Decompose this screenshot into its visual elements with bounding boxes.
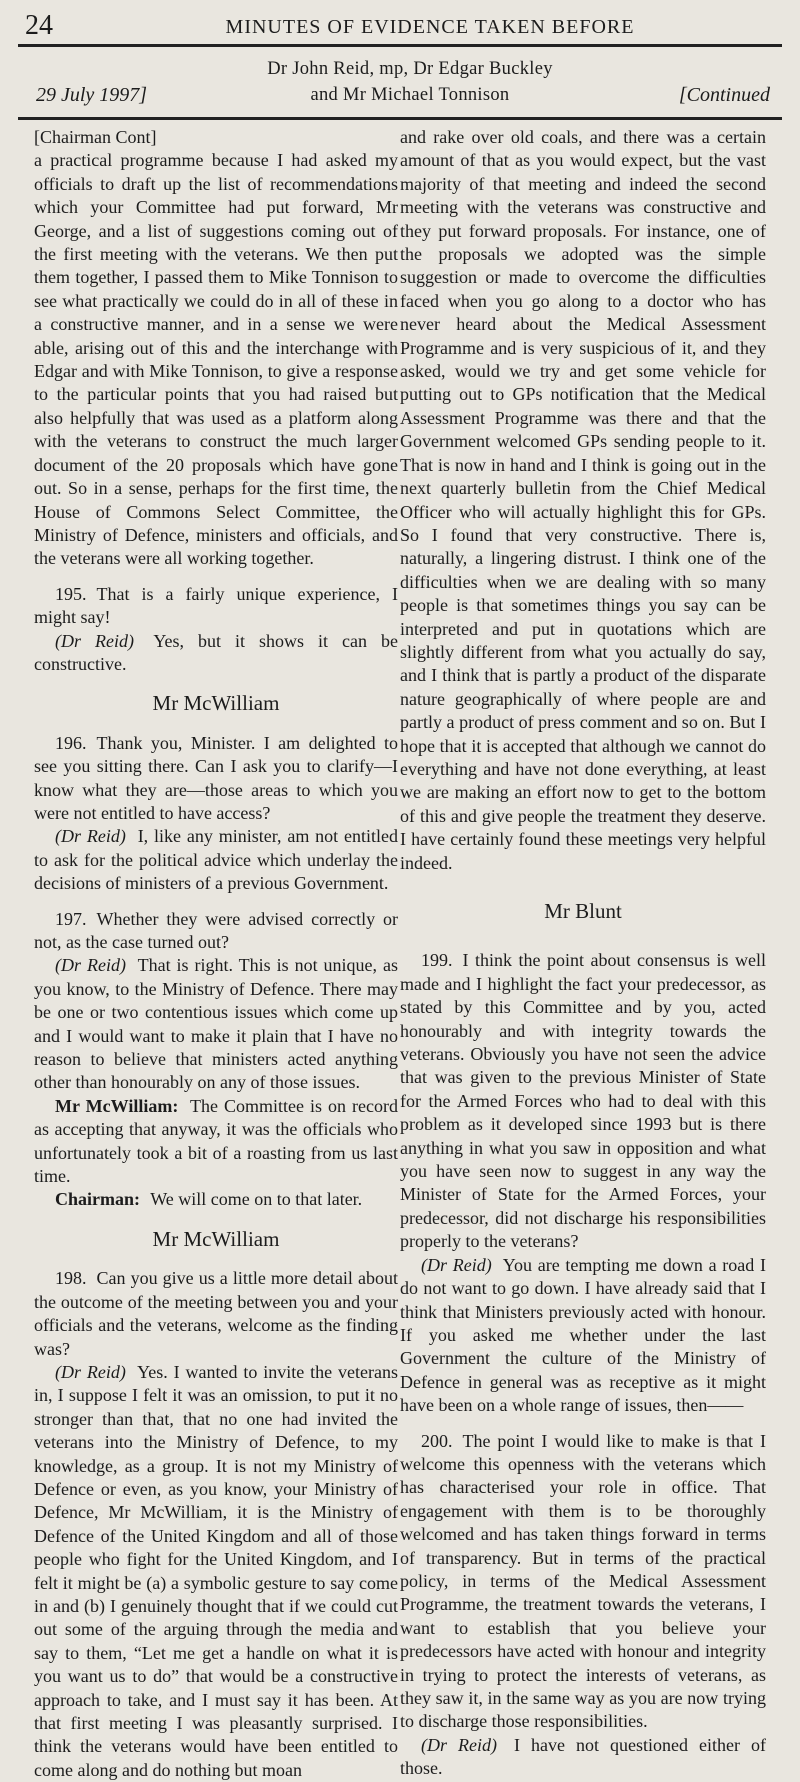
speaker-heading: Mr Blunt — [544, 899, 622, 923]
question-number: 198. — [55, 1268, 87, 1289]
question-199: 199. I think the point about consensus is well made and I highlight the fact your predecessor, as stated by this Committee and by you, acted honourably and with integrity towards the veterans. Obviously you have not seen the advice that was given to the previous Minister of State for the Armed Forces who had to deal with this problem as it developed since 1993 but is there anything in what you saw in opposition and what you have seen now to suggest in any way the Minister of State for the Armed Forces, your predecessor, did not discharge his responsibilities properly to the veterans? — [400, 950, 766, 1252]
speaker: (Dr Reid) — [55, 630, 134, 651]
speaker: Chairman: — [55, 1189, 140, 1210]
question-number: 197. — [55, 908, 87, 929]
question-195: 195. That is a fairly unique experience, I might say! — [34, 583, 398, 628]
remark-chairman: Chairman: We will come on to that later. — [55, 1189, 363, 1210]
continued-marker: [Continued — [678, 84, 770, 106]
speaker: Mr McWilliam: — [55, 1095, 179, 1116]
speaker: (Dr Reid) — [55, 1361, 126, 1382]
answer-198: (Dr Reid) Yes. I wanted to invite the veterans in, I suppose I felt it was an omission, to put it no stronger than that, that no one had invited the veterans into the Ministry of Defence, to my knowledge, as a group. It is not my Ministry of Defence or even, as you know, your Ministry of Defence, Mr McWilliam, it is the Ministry of Defence of the United Kingdom and all of those people who fight for the United Kingdom, and I felt it might be (a) a symbolic gesture to say come in and (b) I genuinely thought that if we could cut out some of the arguing through the media and say to them, “Let me get a handle on what it is you want us to do” that would be a constructive approach to take, and I must say it has been. At that first meeting I was pleasantly surprised. I think the veterans would have been entitled to come along and do nothing but moan — [34, 1361, 398, 1780]
answer-200: (Dr Reid) I have not questioned either of those. — [400, 1734, 766, 1779]
header-rule — [18, 44, 782, 47]
header-rule-lower — [18, 117, 782, 120]
question-number: 199. — [421, 950, 453, 971]
speaker-heading: Mr McWilliam — [152, 691, 280, 716]
witnesses-line-1: Dr John Reid, mp, Dr Edgar Buckley — [267, 59, 553, 79]
answer-197: (Dr Reid) That is right. This is not unique, as you know, to the Ministry of Defence. There may be one or two contentious issues which come up and I would want to make it plain that I have no reason to believe that ministers acted anything other than honourably on any of those issues. — [34, 955, 398, 1093]
session-date: 29 July 1997] — [36, 84, 148, 106]
answer-199: (Dr Reid) You are tempting me down a road I do not want to go down. I have already said that I think that Ministers previously acted with honour. If you asked me whether under the last Government the culture of the Ministry of Defence in general was as receptive as it might have been on a whole range of issues, then—— — [400, 1254, 766, 1416]
answer-195: (Dr Reid) Yes, but it shows it can be constructive. — [34, 630, 398, 674]
paragraph: a practical programme because I had asked my officials to draft up the list of recommendations which your Committee had put forward, Mr George, and a list of suggestions coming out of the first meeting with the veterans. We then put them together, I passed them to Mike Tonnison to see what practically we could do in all of these in a constructive manner, and in a sense we were able, arising out of this and the interchange with Edgar and with Mike Tonnison, to give a response to the particular points that you had raised but also helpfully that was used as a platform along with the veterans to construct the much larger document of the 20 proposals which have gone out. So in a sense, perhaps for the first time, the House of Commons Select Committee, the Ministry of Defence, ministers and officials, and the veterans were all working together. — [34, 150, 398, 569]
paragraph: and rake over old coals, and there was a certain amount of that as you would expect, but the vast majority of that meeting and indeed the second meeting with the veterans was constructive and they put forward proposals. For instance, one of the proposals we adopted was the simple suggestion or made to overcome the difficulties faced when you go along to a doctor who has never heard about the Medical Assessment Programme and is very suspicious of it, and they asked, would we try and get some vehicle for putting out to GPs notification that the Medical Assessment Programme was there and that the Government welcomed GPs sending people to it. That is now in hand and I think is going out in the next quarterly bulletin from the Chief Medical Officer who will actually highlight this for GPs. So I found that very constructive. There is, naturally, a lingering distrust. I think one of the difficulties when we are dealing with so many people is that sometimes things you say can be interpreted and put in quotations which are slightly different from what you actually do say, and I think that is partly a product of the disparate nature geographically of where people are and partly a product of press comment and so on. But I hope that it is accepted that although we cannot do everything and have not done everything, at least we are making an effort now to get to the bottom of this and give people the treatment they deserve. I have certainly found these meetings very helpful indeed. — [400, 127, 766, 873]
question-196: 196. Thank you, Minister. I am delighted to see you sitting there. Can I ask you to clarify—I know what they are—those areas to which you were not entitled to have access? — [34, 732, 398, 823]
speaker: (Dr Reid) — [55, 955, 126, 976]
witnesses — [230, 56, 590, 108]
question-number: 195. — [55, 583, 87, 604]
speaker-heading: Mr McWilliam — [152, 1226, 280, 1251]
question-198: 198. Can you give us a little more detail about the outcome of the meeting between you and your officials and the veterans, welcome as the finding was? — [34, 1268, 398, 1359]
page-number: 24 — [25, 10, 53, 41]
running-head: MINUTES OF EVIDENCE TAKEN BEFORE — [225, 16, 635, 38]
question-number: 196. — [55, 732, 87, 753]
speaker: (Dr Reid) — [55, 826, 126, 847]
question-200: 200. The point I would like to make is that I welcome this openness with the veterans which has characterised your role in office. That engagement with them is to be thoroughly welcomed and has taken things forward in terms of transparency. But in terms of the practical policy, in terms of the Medical Assessment Programme, the treatment towards the veterans, I want to establish that you believe your predecessors have acted with honour and integrity in trying to protect the interests of veterans, as they saw it, in the same way as you are now trying to discharge those responsibilities. — [400, 1430, 766, 1732]
chairman-continued: [Chairman Cont] — [34, 127, 157, 147]
remark-mcwilliam: Mr McWilliam: The Committee is on record as accepting that anyway, it was the officials who unfortunately took a bit of a roasting from us last time. — [34, 1095, 398, 1187]
speaker: (Dr Reid) — [421, 1734, 497, 1755]
speaker: (Dr Reid) — [421, 1254, 492, 1275]
question-number: 200. — [421, 1430, 453, 1451]
left-column — [34, 126, 398, 1782]
answer-196: (Dr Reid) I, like any minister, am not entitled to ask for the political advice which underlay the decisions of ministers of a previous Government. — [34, 826, 398, 894]
question-197: 197. Whether they were advised correctly or not, as the case turned out? — [34, 908, 398, 952]
right-column — [400, 126, 766, 1781]
witnesses-line-2: and Mr Michael Tonnison — [310, 85, 510, 105]
